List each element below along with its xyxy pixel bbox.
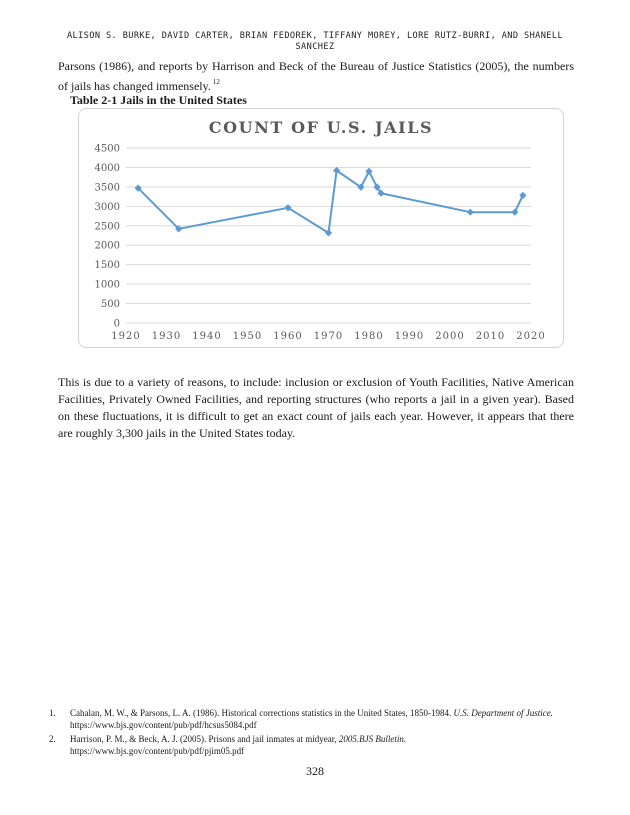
y-tick-label: 500 bbox=[100, 299, 120, 311]
x-tick-label: 2000 bbox=[435, 331, 465, 342]
chart-container bbox=[78, 108, 564, 348]
chart-title: COUNT OF U.S. JAILS bbox=[208, 118, 434, 137]
footnote-item bbox=[49, 733, 574, 757]
x-tick-label: 2010 bbox=[475, 331, 506, 342]
data-point bbox=[467, 209, 474, 216]
footnote-number: 2. bbox=[49, 734, 56, 744]
y-tick-label: 4500 bbox=[94, 143, 120, 155]
footnote-reference: 12 bbox=[212, 77, 220, 86]
footnote-number: 1. bbox=[49, 708, 56, 718]
line-chart bbox=[79, 109, 563, 347]
y-tick-label: 0 bbox=[113, 318, 120, 330]
y-tick-label: 1500 bbox=[94, 260, 120, 272]
footnote-italic: U.S. Department of Justice. bbox=[453, 708, 553, 718]
y-tick-label: 2500 bbox=[94, 221, 120, 233]
intro-paragraph bbox=[58, 59, 574, 94]
x-tick-label: 1990 bbox=[394, 331, 425, 342]
running-header-line2: SANCHEZ bbox=[295, 42, 335, 52]
footnote-url[interactable]: https://www.bjs.gov/content/pub/pdf/pjim05.pdf bbox=[70, 746, 245, 756]
y-tick-label: 2000 bbox=[94, 240, 120, 252]
footnote-item bbox=[49, 707, 574, 731]
table-caption: Table 2-1 Jails in the United States bbox=[70, 93, 247, 107]
x-tick-label: 1940 bbox=[192, 331, 222, 342]
y-tick-label: 3000 bbox=[94, 201, 120, 213]
intro-text: Parsons (1986), and reports by Harrison and Beck of the Bureau of Justice Statistics (2005), the numbers of jails has changed immensely. bbox=[58, 59, 574, 93]
running-header bbox=[60, 31, 570, 53]
x-tick-label: 1980 bbox=[354, 331, 384, 342]
x-tick-label: 2020 bbox=[516, 331, 546, 342]
data-point bbox=[365, 168, 372, 175]
x-tick-label: 1920 bbox=[111, 331, 141, 342]
y-tick-label: 4000 bbox=[94, 162, 120, 174]
y-tick-label: 3500 bbox=[94, 182, 120, 194]
data-point bbox=[519, 192, 526, 199]
series-line bbox=[138, 171, 523, 233]
footnote-text: Cahalan, M. W., & Parsons, L. A. (1986). Historical corrections statistics in the United States, 1850-1984. bbox=[70, 708, 452, 718]
body-paragraph: This is due to a variety of reasons, to include: inclusion or exclusion of Youth Facilities, Native American Facilities, Privately Owned Facilities, and reporting structures (who reports a jail in a given year). Based on these fluctuations, it is difficult to get an exact count of jails each year. However, it appears that there are roughly 3,300 jails in the United States today. bbox=[58, 375, 574, 440]
footnote-italic: 2005.BJS Bulletin. bbox=[338, 734, 407, 744]
data-point bbox=[511, 209, 518, 216]
footnote-text: Harrison, P. M., & Beck, A. J. (2005). Prisons and jail inmates at midyear, bbox=[70, 734, 337, 744]
x-tick-label: 1930 bbox=[151, 331, 182, 342]
x-tick-label: 1960 bbox=[273, 331, 303, 342]
y-tick-label: 1000 bbox=[94, 279, 120, 291]
footnote-url[interactable]: https://www.bjs.gov/content/pub/pdf/hcsus5084.pdf bbox=[70, 720, 257, 730]
running-header-line1: ALISON S. BURKE, DAVID CARTER, BRIAN FEDOREK, TIFFANY MOREY, LORE RUTZ-BURRI, AND SHANELL bbox=[66, 31, 564, 41]
x-tick-label: 1970 bbox=[313, 331, 344, 342]
x-tick-label: 1950 bbox=[232, 331, 263, 342]
page-number: 328 bbox=[306, 764, 324, 778]
footnotes-list bbox=[49, 707, 574, 759]
